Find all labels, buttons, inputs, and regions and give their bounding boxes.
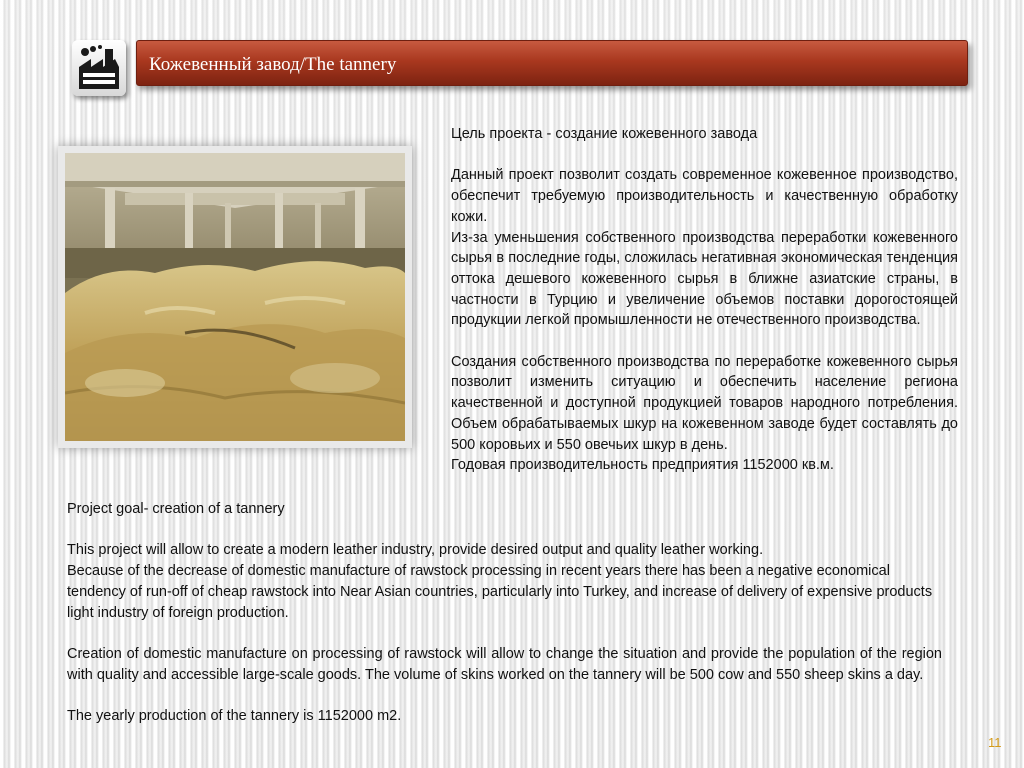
en-paragraph-1: This project will allow to create a modern leather industry, provide desired output and quality leather working. <box>67 542 764 559</box>
ru-paragraph-3: Создания собственного производства по переработке кожевенного сырья позволит изменить ситуацию и обеспечить население региона качественной и доступной продукцией товаров народного потребления. Объем обрабатываемых шкур на кожевенном заводе будет составлять до 500 коровьих и 550 овечьих шкур в день. <box>451 353 958 453</box>
ru-goal: Цель проекта - создание кожевенного завода <box>451 126 758 142</box>
en-paragraph-4: The yearly production of the tannery is 1152000 m2. <box>67 707 402 724</box>
ru-paragraph-4: Годовая производительность предприятия 1152000 кв.м. <box>451 457 834 474</box>
page-number: 11 <box>988 735 1002 750</box>
russian-text-block <box>451 124 958 476</box>
en-goal: Project goal- creation of a tannery <box>67 501 285 517</box>
tannery-photo-frame <box>58 146 412 448</box>
tannery-photo <box>65 153 405 441</box>
factory-icon <box>72 40 126 96</box>
ru-paragraph-1: Данный проект позволит создать современное кожевенное производство, обеспечит требуемую производительность и качественную обработку кожи. <box>451 167 958 225</box>
english-text-block <box>67 499 942 727</box>
en-paragraph-2: Because of the decrease of domestic manufacture of rawstock processing in recent years there has been a negative economical tendency of run-off of cheap rawstock into Near Asian countries, particularly into Turkey, and increase of delivery of expensive products light industry of foreign production. <box>67 563 933 621</box>
title-bar <box>136 40 968 86</box>
ru-paragraph-2: Из-за уменьшения собственного производства переработки кожевенного сырья в последние годы, сложилась негативная экономическая тенденция оттока дешевого кожевенного сырья в ближне азиатские страны, в частности в Турцию и увеличение объемов поставки дорогостоящей продукции легкой промышленности не отечественного производства. <box>451 229 958 329</box>
en-paragraph-3: Creation of domestic manufacture on processing of rawstock will allow to change the situation and provide the population of the region with quality and accessible large-scale goods. The volume of skins worked on the tannery will be 500 cow and 550 sheep skins a day. <box>67 645 942 683</box>
slide-title: Кожевенный завод/The tannery <box>149 54 397 75</box>
